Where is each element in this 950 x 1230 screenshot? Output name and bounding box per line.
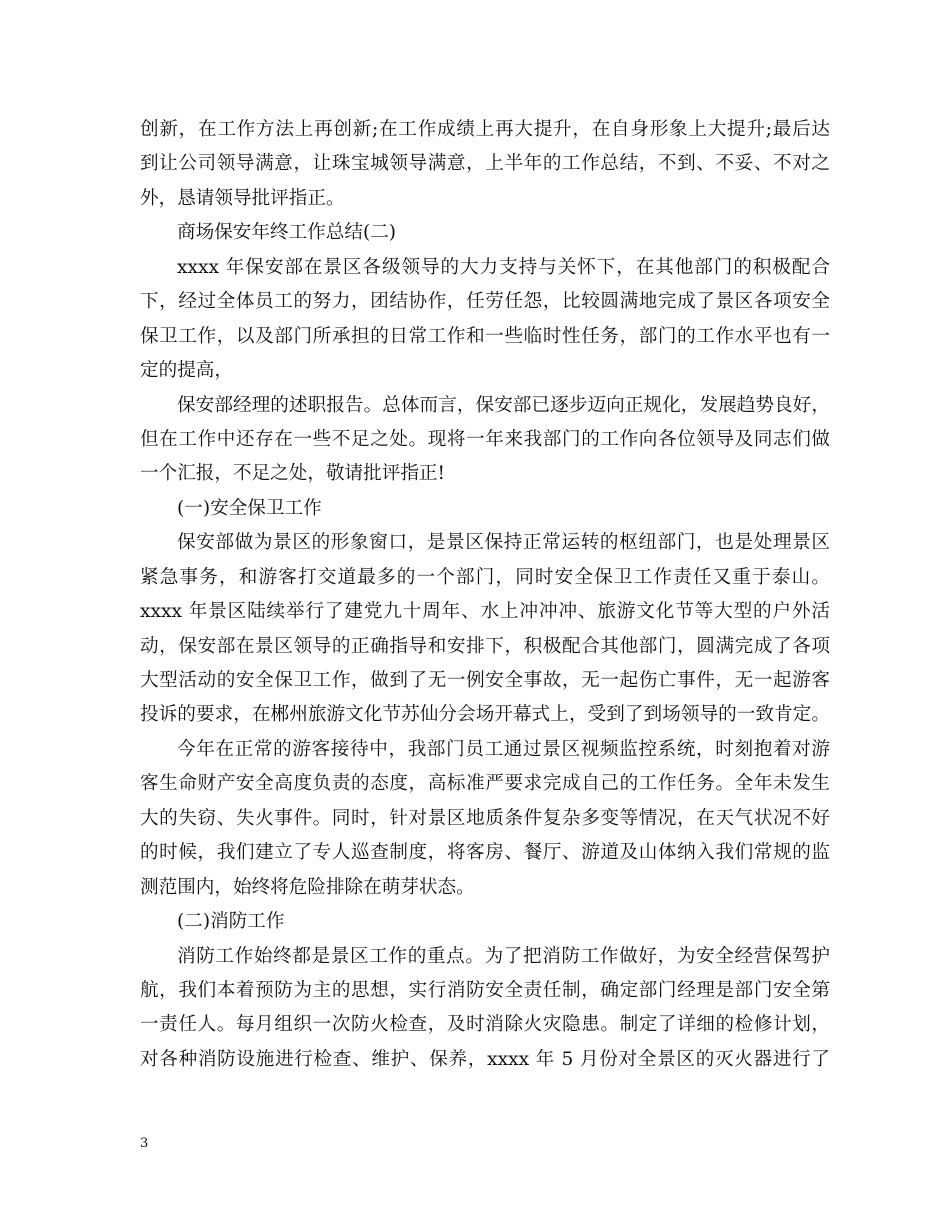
text-line: 今年在正常的游客接待中，我部门员工通过景区视频监控系统，时刻抱着对游 xyxy=(177,738,830,760)
text-line: xxxx 年保安部在景区各级领导的大力支持与关怀下，在其他部门的积极配合 xyxy=(177,256,830,278)
text-line: 保卫工作，以及部门所承担的日常工作和一些临时性任务，部门的工作水平也有一 xyxy=(140,325,830,347)
text-line: 的时候，我们建立了专人巡查制度，将客房、餐厅、游道及山体纳入我们常规的监 xyxy=(140,842,830,864)
text-line: 商场保安年终工作总结(二) xyxy=(177,222,397,244)
text-line: (二)消防工作 xyxy=(177,911,285,933)
text-line: 一个汇报，不足之处，敬请批评指正! xyxy=(140,463,445,485)
text-line: 但在工作中还存在一些不足之处。现将一年来我部门的工作向各位领导及同志们做 xyxy=(140,428,830,450)
text-line: 下，经过全体员工的努力，团结协作，任劳任怨，比较圆满地完成了景区各项安全 xyxy=(140,291,830,313)
text-line: 一责任人。每月组织一次防火检查，及时消除火灾隐患。制定了详细的检修计划， xyxy=(140,1014,830,1036)
text-line: 大的失窃、失火事件。同时，针对景区地质条件复杂多变等情况，在天气状况不好 xyxy=(140,807,830,829)
text-line: 创新，在工作方法上再创新;在工作成绩上再大提升，在自身形象上大提升;最后达 xyxy=(140,119,830,140)
text-line: 投诉的要求，在郴州旅游文化节苏仙分会场开幕式上，受到了到场领导的一致肯定。 xyxy=(140,704,830,726)
text-line: 对各种消防设施进行检查、维护、保养，xxxx 年 5 月份对全景区的灭火器进行了 xyxy=(140,1048,830,1070)
text-line: 动，保安部在景区领导的正确指导和安排下，积极配合其他部门，圆满完成了各项 xyxy=(140,635,830,657)
text-line: 保安部做为景区的形象窗口，是景区保持正常运转的枢纽部门，也是处理景区 xyxy=(177,532,830,554)
text-line: 消防工作始终都是景区工作的重点。为了把消防工作做好，为安全经营保驾护 xyxy=(177,945,830,967)
text-line: 大型活动的安全保卫工作，做到了无一例安全事故，无一起伤亡事件，无一起游客 xyxy=(140,670,830,691)
document-body xyxy=(140,113,830,1077)
text-line: xxxx 年景区陆续举行了建党九十周年、水上冲冲冲、旅游文化节等大型的户外活 xyxy=(140,601,830,623)
text-line: 外，恳请领导批评指正。 xyxy=(140,187,345,209)
text-line: 测范围内，始终将危险排除在萌芽状态。 xyxy=(140,876,475,898)
page-number: 3 xyxy=(140,1136,149,1151)
text-line: 定的提高， xyxy=(140,360,233,382)
text-line: 客生命财产安全高度负责的态度，高标准严要求完成自己的工作任务。全年未发生 xyxy=(140,773,830,795)
text-line: 航，我们本着预防为主的思想，实行消防安全责任制，确定部门经理是部门安全第 xyxy=(140,979,830,1001)
text-line: 到让公司领导满意，让珠宝城领导满意，上半年的工作总结，不到、不妥、不对之 xyxy=(140,153,830,175)
text-line: (一)安全保卫工作 xyxy=(177,497,322,519)
text-line: 紧急事务，和游客打交道最多的一个部门，同时安全保卫工作责任又重于泰山。 xyxy=(140,566,830,588)
text-line: 保安部经理的述职报告。总体而言，保安部已逐步迈向正规化，发展趋势良好， xyxy=(177,394,830,416)
